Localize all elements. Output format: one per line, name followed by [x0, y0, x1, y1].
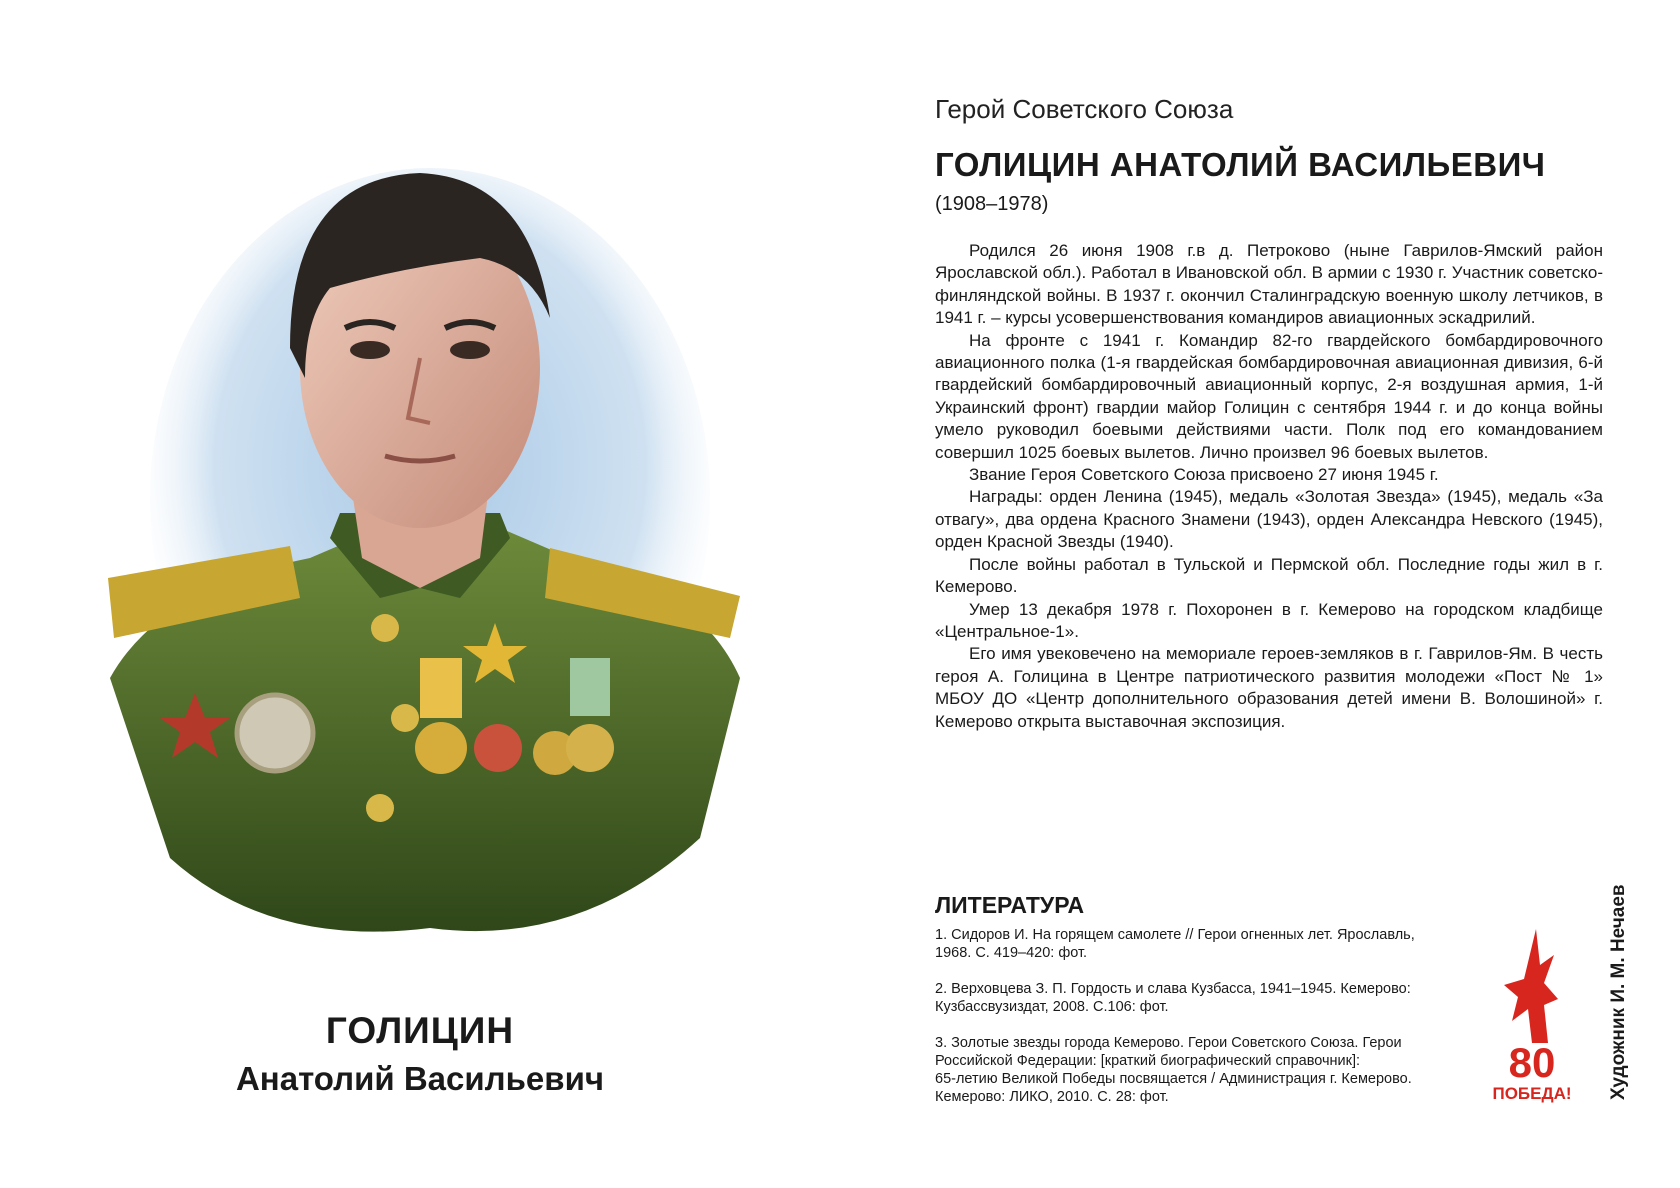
literature-line: Кемерово: ЛИКО, 2010. С. 28: фот.: [935, 1089, 1169, 1105]
life-years: (1908–1978): [935, 193, 1049, 215]
bio-paragraph: Его имя увековечено на мемориале героев-земляков в г. Гаврилов-Ям. В честь героя А. Голицина в Центре патриотического развития молодежи «Пост № 1» МБОУ ДО «Центр дополнительного образования детей имени В. Волошиной» г. Кемерово открыта выставочная экспозиция.: [935, 644, 1603, 731]
literature-line: 2. Верховцева З. П. Гордость и слава Кузбасса, 1941–1945. Кемерово:: [935, 981, 1411, 997]
literature-list: [935, 926, 1455, 1124]
literature-item: [935, 980, 1455, 1016]
bio-paragraph: На фронте с 1941 г. Командир 82-го гвардейского бомбардировочного авиационного полка (1-я гвардейская бомбардировочная авиационная дивизия, 6-й гвардейский бомбардировочный авиационный корпус, 2-я воздушная армия, 1-й Украинский фронт) гвардии майор Голицин с сентября 1944 г. и до конца войны умело руководил боевыми действиями части. Полк под его командованием совершил 1025 боевых вылетов. Лично произвел 96 боевых вылетов.: [935, 330, 1603, 462]
bio-paragraph: Звание Героя Советского Союза присвоено 27 июня 1945 г.: [969, 465, 1439, 485]
rank-title: Герой Советского Союза: [935, 94, 1234, 124]
artist-credit: Художник И. М. Нечаев: [1608, 884, 1629, 1100]
logo-number: 80: [1508, 1039, 1556, 1086]
bio-paragraph: Награды: орден Ленина (1945), медаль «Золотая Звезда» (1945), медаль «За отвагу», два ордена Красного Знамени (1943), орден Александра Невского (1945), орден Красной Звезды (1940).: [935, 487, 1603, 552]
literature-heading: ЛИТЕРАТУРА: [935, 892, 1085, 918]
literature-item: [935, 1034, 1455, 1106]
portrait-painting: [100, 118, 740, 978]
victory-80-logo: [1484, 925, 1580, 1103]
bio-paragraph: Родился 26 июня 1908 г.в д. Петроково (ныне Гаврилов-Ямский район Ярославской обл.). Работал в Ивановской обл. В армии с 1930 г. Участник советско-финляндской войны. В 1937 г. окончил Сталинградскую военную школу летчиков, в 1941 г. – курсы усовершенствования командиров авиационных эскадрилий.: [935, 241, 1603, 328]
literature-line: 65-летию Великой Победы посвящается / Администрация г. Кемерово.: [935, 1071, 1412, 1087]
portrait-surname: ГОЛИЦИН: [325, 1010, 515, 1051]
literature-line: Кузбассвузиздат, 2008. С.106: фот.: [935, 999, 1169, 1015]
literature-item: [935, 926, 1455, 962]
logo-text: ПОБЕДА!: [1492, 1084, 1572, 1103]
bio-paragraph: После войны работал в Тульской и Пермской обл. Последние годы жил в г. Кемерово.: [935, 554, 1603, 597]
biography: [935, 240, 1603, 733]
literature-line: 1968. С. 419–420: фот.: [935, 945, 1088, 961]
literature-line: 1. Сидоров И. На горящем самолете // Герои огненных лет. Ярославль,: [935, 927, 1415, 943]
literature-line: 3. Золотые звезды города Кемерово. Герои Советского Союза. Герои: [935, 1035, 1402, 1051]
literature-line: Российской Федерации: [краткий биографический справочник]:: [935, 1053, 1361, 1069]
bio-paragraph: Умер 13 декабря 1978 г. Похоронен в г. Кемерово на городском кладбище «Центральное-1».: [935, 599, 1603, 641]
hero-full-name: ГОЛИЦИН АНАТОЛИЙ ВАСИЛЬЕВИЧ: [935, 146, 1546, 183]
portrait-given-names: Анатолий Васильевич: [235, 1060, 605, 1097]
